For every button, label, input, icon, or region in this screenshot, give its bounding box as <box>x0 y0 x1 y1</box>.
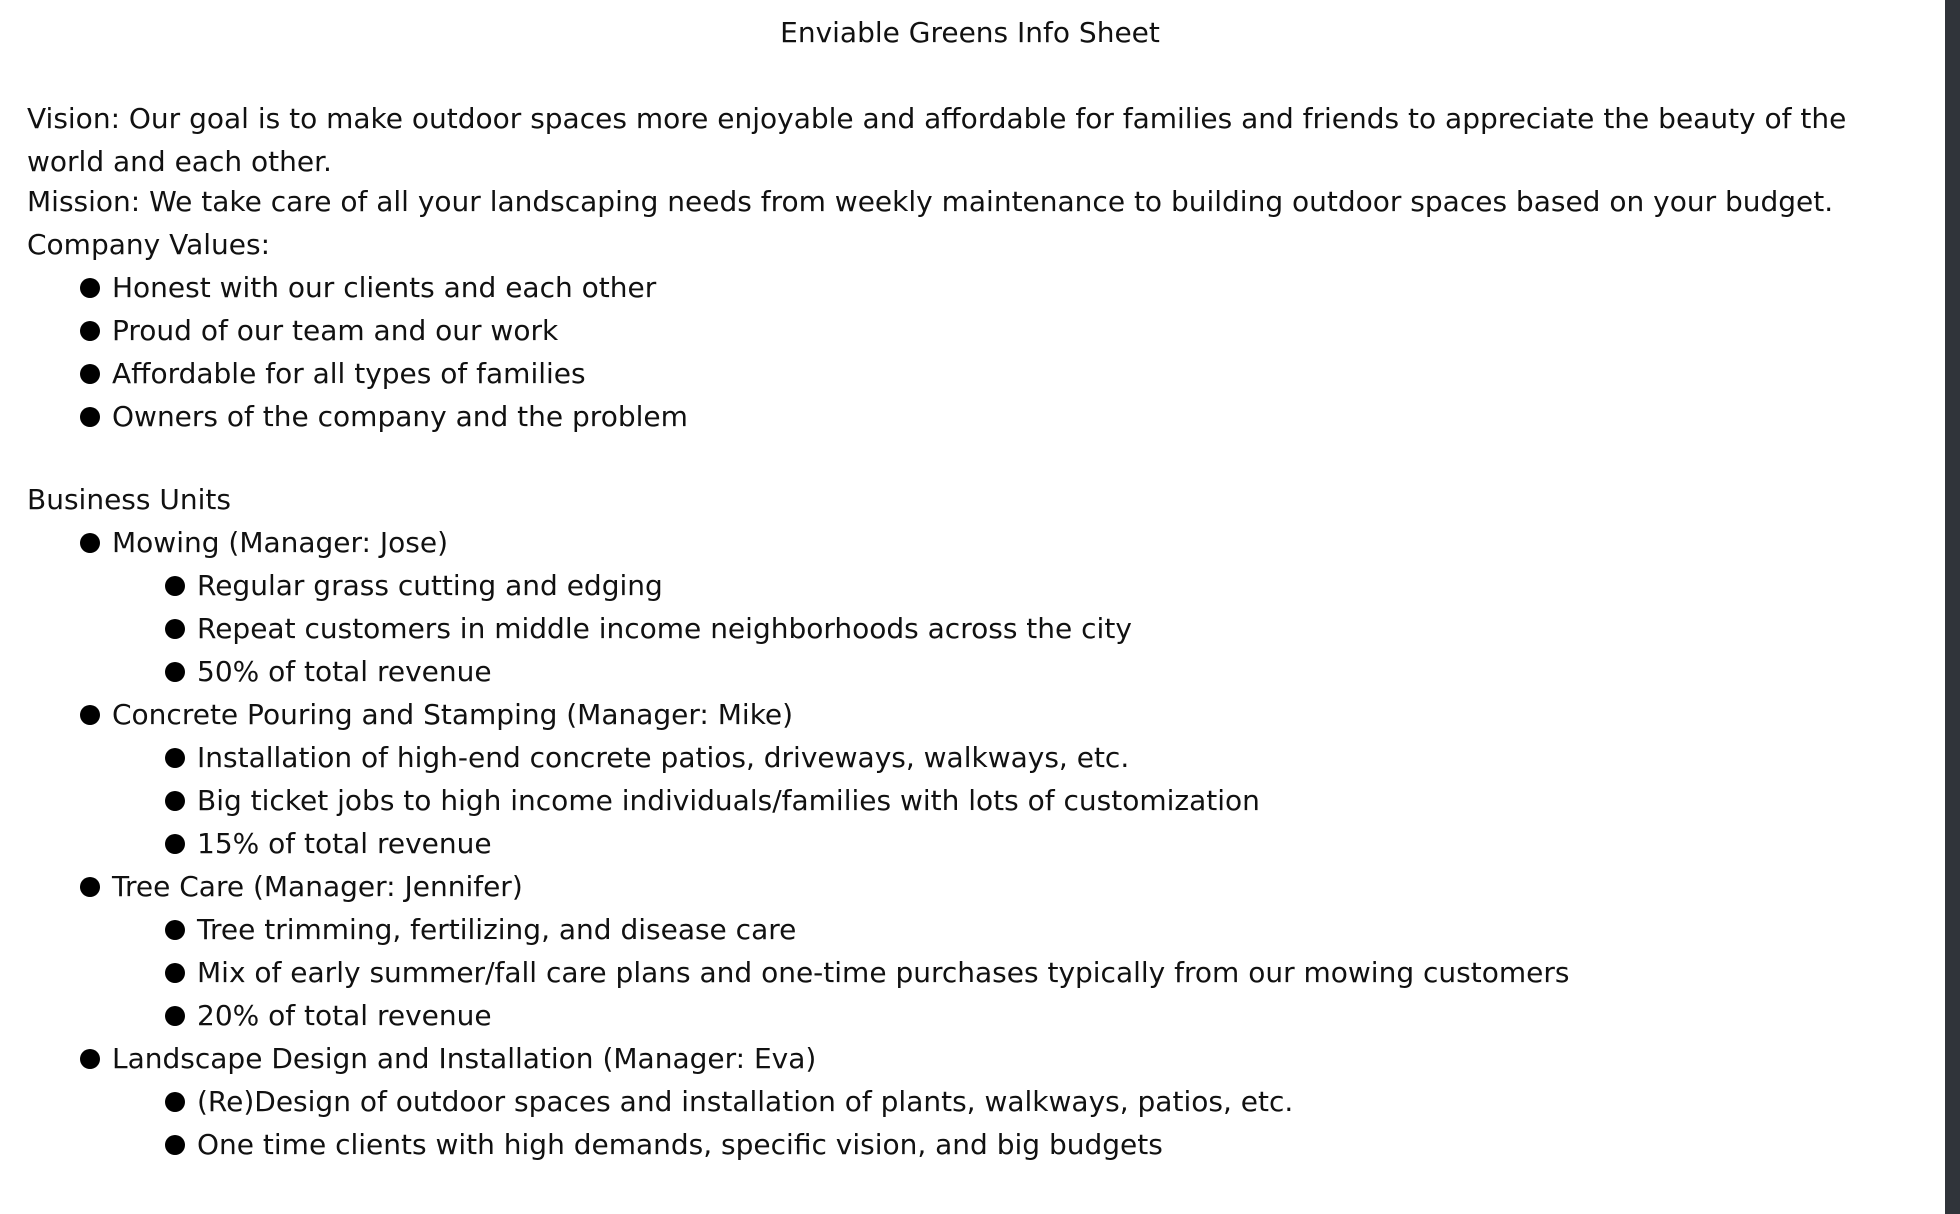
bullet-icon <box>80 705 100 725</box>
bullet-icon <box>165 1006 185 1026</box>
bullet-icon <box>80 1049 100 1069</box>
company-value-text: Affordable for all types of families <box>112 357 586 390</box>
bullet-icon <box>165 576 185 596</box>
bullet-icon <box>80 364 100 384</box>
company-value-item <box>80 268 656 308</box>
business-unit-item <box>80 867 523 907</box>
business-unit-detail <box>165 910 796 950</box>
company-value-text: Owners of the company and the problem <box>112 400 688 433</box>
company-value-text: Honest with our clients and each other <box>112 271 657 304</box>
business-unit-detail-text: One time clients with high demands, specific vision, and big budgets <box>197 1128 1163 1161</box>
business-unit-label: Tree Care (Manager: Jennifer) <box>112 870 523 903</box>
bullet-icon <box>80 278 100 298</box>
bullet-icon <box>165 748 185 768</box>
business-unit-label: Concrete Pouring and Stamping (Manager: Mike) <box>112 698 794 731</box>
business-unit-detail <box>165 781 1260 821</box>
business-unit-detail-text: Mix of early summer/fall care plans and one-time purchases typically from our mowing customers <box>197 956 1570 989</box>
business-unit-detail <box>165 566 663 606</box>
bullet-icon <box>165 1092 185 1112</box>
company-value-text: Proud of our team and our work <box>112 314 559 347</box>
bullet-icon <box>165 619 185 639</box>
business-unit-detail-text: 50% of total revenue <box>197 655 492 688</box>
document-title: Enviable Greens Info Sheet <box>780 16 1160 49</box>
bullet-icon <box>165 662 185 682</box>
business-unit-detail-text: Big ticket jobs to high income individuals/families with lots of customization <box>197 784 1260 817</box>
company-value-item <box>80 354 586 394</box>
business-unit-detail <box>165 609 1132 649</box>
business-unit-detail-text: Regular grass cutting and edging <box>197 569 663 602</box>
window-edge <box>1945 0 1960 1214</box>
vision-paragraph: Vision: Our goal is to make outdoor spaces more enjoyable and affordable for families and friends to appreciate the beauty of the world and each other. <box>27 102 1847 178</box>
company-value-item <box>80 397 688 437</box>
business-unit-label: Mowing (Manager: Jose) <box>112 526 449 559</box>
business-unit-detail <box>165 652 492 692</box>
business-unit-label: Landscape Design and Installation (Manager: Eva) <box>112 1042 817 1075</box>
bullet-icon <box>165 1135 185 1155</box>
business-unit-detail-text: (Re)Design of outdoor spaces and installation of plants, walkways, patios, etc. <box>197 1085 1294 1118</box>
business-units-heading: Business Units <box>27 483 231 516</box>
bullet-icon <box>80 533 100 553</box>
bullet-icon <box>165 920 185 940</box>
bullet-icon <box>80 321 100 341</box>
business-unit-detail <box>165 824 492 864</box>
bullet-icon <box>80 407 100 427</box>
company-value-item <box>80 311 558 351</box>
business-unit-item <box>80 523 448 563</box>
business-unit-detail-text: 20% of total revenue <box>197 999 492 1032</box>
business-unit-detail-text: Tree trimming, fertilizing, and disease care <box>197 913 797 946</box>
company-values-heading: Company Values: <box>27 228 271 261</box>
business-unit-detail <box>165 953 1569 993</box>
business-unit-detail <box>165 996 492 1036</box>
business-unit-detail <box>165 1125 1163 1165</box>
business-unit-detail-text: Installation of high-end concrete patios, driveways, walkways, etc. <box>197 741 1130 774</box>
bullet-icon <box>165 963 185 983</box>
mission-paragraph: Mission: We take care of all your landscaping needs from weekly maintenance to building outdoor spaces based on your budget. <box>27 185 1834 218</box>
business-unit-detail-text: 15% of total revenue <box>197 827 492 860</box>
business-unit-detail <box>165 1082 1293 1122</box>
business-unit-detail-text: Repeat customers in middle income neighborhoods across the city <box>197 612 1132 645</box>
business-unit-detail <box>165 738 1129 778</box>
business-unit-item <box>80 1039 816 1079</box>
bullet-icon <box>165 791 185 811</box>
business-unit-item <box>80 695 793 735</box>
bullet-icon <box>80 877 100 897</box>
bullet-icon <box>165 834 185 854</box>
